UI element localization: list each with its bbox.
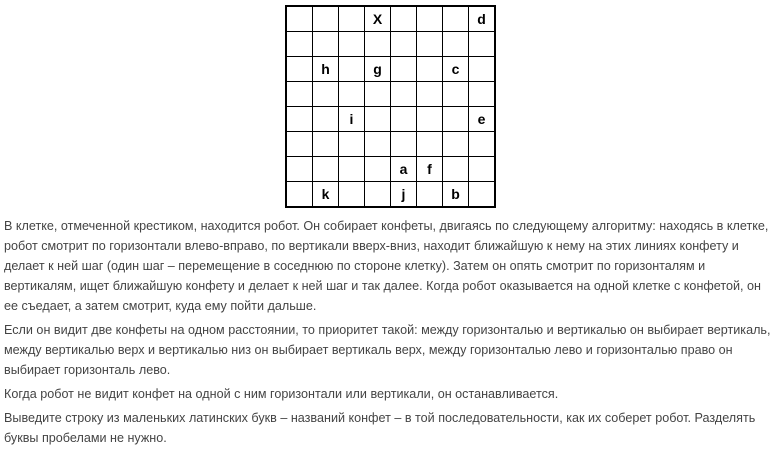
grid-cell bbox=[286, 82, 313, 107]
grid-cell bbox=[339, 82, 365, 107]
grid-cell bbox=[286, 157, 313, 182]
grid-cell bbox=[391, 107, 417, 132]
grid-cell bbox=[365, 132, 391, 157]
grid-cell bbox=[313, 32, 339, 57]
grid-cell bbox=[417, 132, 443, 157]
grid-cell bbox=[286, 57, 313, 82]
grid-cell: f bbox=[417, 157, 443, 182]
task-text bbox=[4, 216, 776, 452]
grid-cell bbox=[443, 32, 469, 57]
candy-grid-container bbox=[285, 5, 489, 202]
grid-cell bbox=[286, 6, 313, 32]
grid-cell bbox=[417, 182, 443, 208]
grid-cell: i bbox=[339, 107, 365, 132]
grid-cell bbox=[417, 6, 443, 32]
grid-cell bbox=[391, 82, 417, 107]
grid-cell bbox=[469, 182, 496, 208]
grid-row bbox=[286, 182, 495, 208]
grid-cell bbox=[469, 157, 496, 182]
candy-grid bbox=[285, 5, 496, 208]
grid-cell: e bbox=[469, 107, 496, 132]
grid-row bbox=[286, 57, 495, 82]
grid-cell bbox=[443, 82, 469, 107]
grid-cell bbox=[286, 182, 313, 208]
grid-row bbox=[286, 107, 495, 132]
grid-cell bbox=[391, 6, 417, 32]
grid-row bbox=[286, 132, 495, 157]
grid-cell bbox=[339, 57, 365, 82]
grid-cell bbox=[417, 107, 443, 132]
grid-cell: b bbox=[443, 182, 469, 208]
task-paragraph-priority: Если он видит две конфеты на одном расстоянии, то приоритет такой: между горизонталью и вертикалью он выбирает вертикаль, между вертикалью верх и вертикалью низ он выбирает вертикаль верх, между горизонталью лево и горизонталью право он выбирает горизонталь лево. bbox=[4, 323, 771, 377]
grid-cell: c bbox=[443, 57, 469, 82]
grid-cell bbox=[469, 57, 496, 82]
grid-cell bbox=[286, 32, 313, 57]
grid-cell bbox=[286, 132, 313, 157]
grid-cell bbox=[339, 6, 365, 32]
grid-cell bbox=[443, 157, 469, 182]
grid-cell bbox=[443, 6, 469, 32]
grid-cell: h bbox=[313, 57, 339, 82]
grid-cell bbox=[339, 32, 365, 57]
grid-cell bbox=[313, 157, 339, 182]
grid-cell bbox=[313, 82, 339, 107]
grid-cell bbox=[391, 57, 417, 82]
task-paragraph-rules: В клетке, отмеченной крестиком, находится робот. Он собирает конфеты, двигаясь по следующему алгоритму: находясь в клетке, робот смотрит по горизонтали влево-вправо, по вертикали вверх-вниз, находит ближайшую к нему на этих линиях конфету и делает к ней шаг (один шаг – перемещение в соседнюю по стороне клетку). Затем он опять смотрит по горизонталям и вертикалям, ищет ближайшую конфету и делает к ней шаг и так далее. Когда робот оказывается на одной клетке с конфетой, он ее съедает, а затем смотрит, куда ему пойти дальше. bbox=[4, 219, 769, 313]
grid-cell bbox=[391, 32, 417, 57]
grid-row bbox=[286, 82, 495, 107]
grid-cell bbox=[469, 132, 496, 157]
grid-cell bbox=[339, 157, 365, 182]
task-paragraph-stop: Когда робот не видит конфет на одной с ним горизонтали или вертикали, он останавливается. bbox=[4, 387, 559, 401]
grid-cell bbox=[365, 82, 391, 107]
grid-cell: X bbox=[365, 6, 391, 32]
grid-cell bbox=[313, 107, 339, 132]
grid-cell bbox=[417, 82, 443, 107]
grid-cell bbox=[443, 107, 469, 132]
grid-cell bbox=[365, 157, 391, 182]
grid-cell bbox=[365, 32, 391, 57]
grid-cell bbox=[313, 6, 339, 32]
grid-cell bbox=[391, 132, 417, 157]
grid-row bbox=[286, 32, 495, 57]
grid-cell: j bbox=[391, 182, 417, 208]
grid-cell bbox=[339, 132, 365, 157]
grid-cell bbox=[286, 107, 313, 132]
grid-cell bbox=[417, 32, 443, 57]
grid-cell bbox=[365, 182, 391, 208]
grid-cell: k bbox=[313, 182, 339, 208]
grid-cell: g bbox=[365, 57, 391, 82]
grid-row bbox=[286, 6, 495, 32]
grid-cell bbox=[469, 82, 496, 107]
grid-cell bbox=[443, 132, 469, 157]
grid-cell: a bbox=[391, 157, 417, 182]
grid-row bbox=[286, 157, 495, 182]
grid-cell bbox=[417, 57, 443, 82]
grid-cell bbox=[313, 132, 339, 157]
grid-cell: d bbox=[469, 6, 496, 32]
task-paragraph-question: Выведите строку из маленьких латинских букв – названий конфет – в той последовательности, как их соберет робот. Разделять буквы пробелами не нужно. bbox=[4, 411, 756, 445]
grid-cell bbox=[469, 32, 496, 57]
grid-cell bbox=[339, 182, 365, 208]
grid-cell bbox=[365, 107, 391, 132]
